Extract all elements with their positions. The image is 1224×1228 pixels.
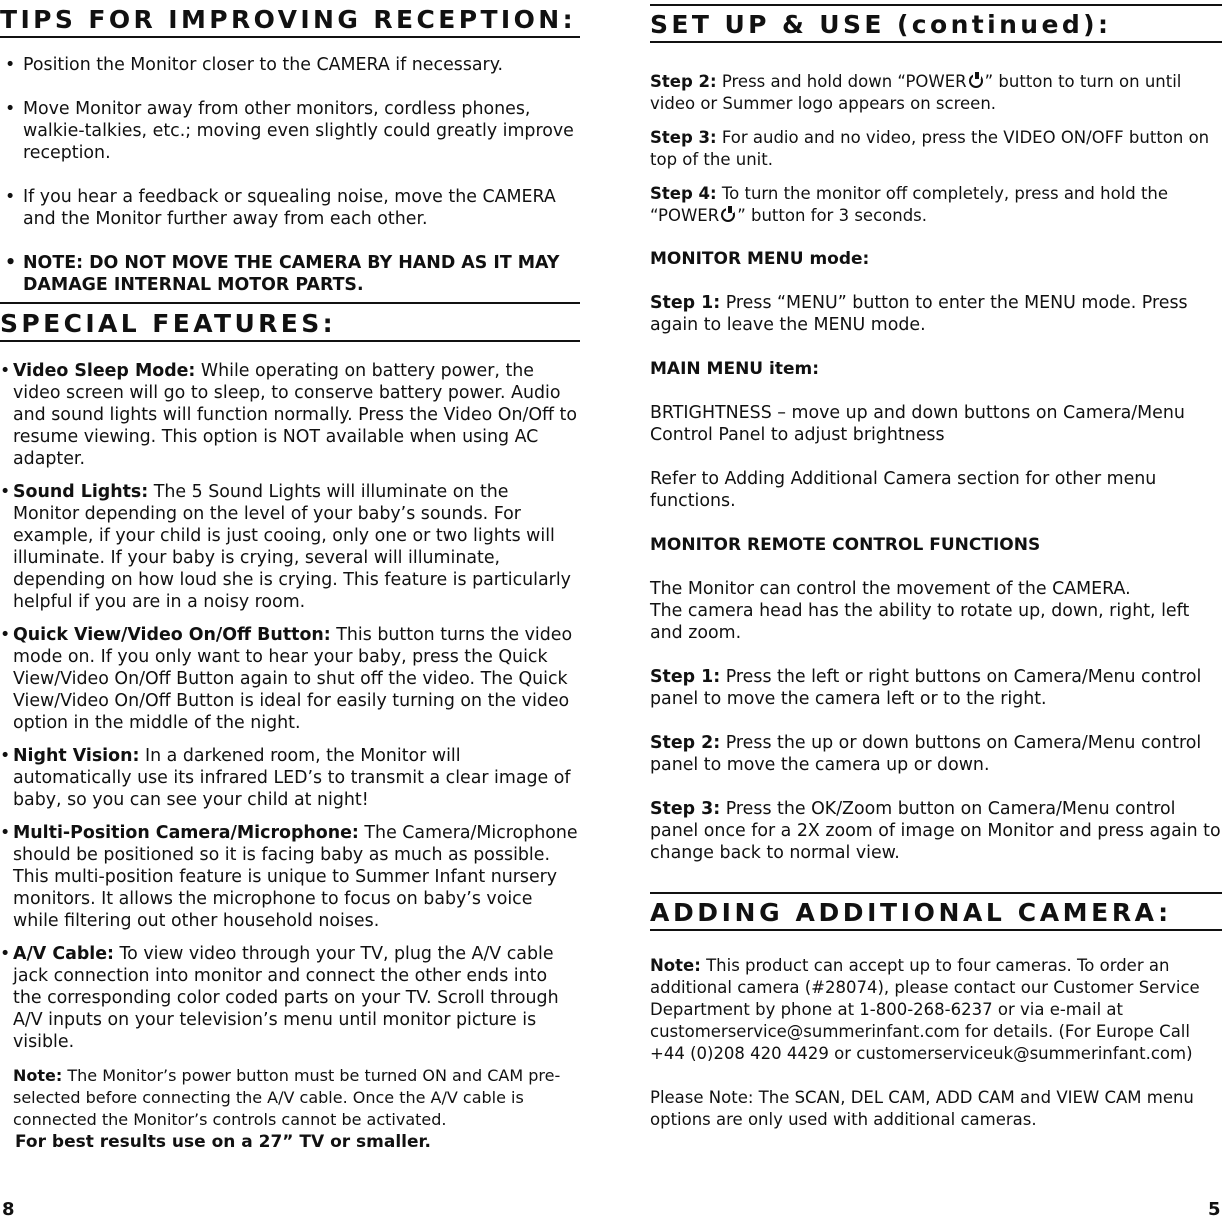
step-label: Step 1: bbox=[650, 293, 721, 313]
features-list bbox=[0, 360, 580, 1153]
note-text: This product can accept up to four cameras. To order an additional camera (#28074), please contact our Customer Service Department by phone at 1-800-268-6237 or via e-mail at customerservice@summerinfant.com for details. (For Europe Call +44 (0)208 420 4429 or customerserviceuk@summerinfant.com) bbox=[650, 956, 1200, 1063]
feature-title: Video Sleep Mode: bbox=[13, 361, 196, 381]
feature-item bbox=[0, 360, 580, 470]
brightness-text: BRTIGHTNESS – move up and down buttons on Camera/Menu Control Panel to adjust brightness bbox=[650, 403, 1185, 445]
feature-title: Sound Lights: bbox=[13, 482, 149, 502]
power-icon bbox=[721, 208, 735, 222]
page-number-left: 8 bbox=[2, 1199, 15, 1220]
feature-item bbox=[0, 943, 580, 1053]
step-text: Press the OK/Zoom button on Camera/Menu control panel once for a 2X zoom of image on Monitor and press again to change back to normal view. bbox=[650, 799, 1221, 863]
tip-item: • Position the Monitor closer to the CAMERA if necessary. bbox=[0, 54, 580, 76]
step-text: ” button for 3 seconds. bbox=[737, 206, 928, 225]
feature-title: Quick View/Video On/Off Button: bbox=[13, 625, 331, 645]
step-text: Press and hold down “POWER bbox=[716, 72, 967, 91]
feature-title: Multi-Position Camera/Microphone: bbox=[13, 823, 359, 843]
step-label: Step 3: bbox=[650, 799, 721, 819]
note-text: The Monitor’s power button must be turned ON and CAM pre-selected before connecting the A/V cable. Once the A/V cable is connected the Monitor’s controls cannot be activated. bbox=[13, 1066, 561, 1129]
feature-title: A/V Cable: bbox=[13, 944, 114, 964]
feature-item bbox=[0, 481, 580, 613]
av-note bbox=[0, 1065, 580, 1131]
setup-step-4 bbox=[650, 183, 1222, 227]
adding-camera-heading: ADDING ADDITIONAL CAMERA: bbox=[650, 892, 1222, 931]
adding-note bbox=[650, 955, 1222, 1065]
setup-heading: SET UP & USE (continued): bbox=[650, 4, 1222, 43]
step-label: Step 1: bbox=[650, 667, 721, 687]
step-label: Step 4: bbox=[650, 184, 717, 203]
step-label: Step 2: bbox=[650, 733, 721, 753]
setup-step-2 bbox=[650, 71, 1222, 115]
step-label: Step 3: bbox=[650, 128, 717, 147]
step-label: Step 2: bbox=[650, 72, 717, 91]
feature-text: While operating on battery power, the video screen will go to sleep, to conserve battery power. Audio and sound lights will function normally. Press the Video On/Off to resume viewing. This option is NOT available when using AC adapter. bbox=[13, 361, 577, 469]
feature-text: In a darkened room, the Monitor will automatically use its infrared LED’s to transmit a clear image of baby, so you can see your child at night! bbox=[13, 746, 571, 810]
page-number-right: 5 bbox=[1208, 1199, 1221, 1220]
main-menu-heading: MAIN MENU item: bbox=[650, 359, 820, 379]
step-text: Press the up or down buttons on Camera/Menu control panel to move the camera up or down. bbox=[650, 733, 1202, 775]
menu-step-1 bbox=[650, 292, 1222, 336]
remote-line: The camera head has the ability to rotate up, down, right, left and zoom. bbox=[650, 601, 1190, 643]
features-heading: SPECIAL FEATURES: bbox=[0, 302, 580, 342]
remote-step-3 bbox=[650, 798, 1222, 864]
tips-list bbox=[0, 54, 580, 296]
remote-line: The Monitor can control the movement of the CAMERA. bbox=[650, 579, 1131, 599]
monitor-menu-heading: MONITOR MENU mode: bbox=[650, 249, 870, 269]
left-page bbox=[0, 0, 580, 1153]
remote-step-2 bbox=[650, 732, 1222, 776]
refer-text: Refer to Adding Additional Camera section for other menu functions. bbox=[650, 469, 1157, 511]
step-text: Press “MENU” button to enter the MENU mode. Press again to leave the MENU mode. bbox=[650, 293, 1188, 335]
please-note: Please Note: The SCAN, DEL CAM, ADD CAM and VIEW CAM menu options are only used with additional cameras. bbox=[650, 1088, 1194, 1129]
remote-step-1 bbox=[650, 666, 1222, 710]
remote-intro bbox=[650, 578, 1222, 644]
step-text: Press the left or right buttons on Camera/Menu control panel to move the camera left or to the right. bbox=[650, 667, 1202, 709]
setup-step-3 bbox=[650, 127, 1222, 171]
step-text: For audio and no video, press the VIDEO ON/OFF button on top of the unit. bbox=[650, 128, 1210, 169]
note-label: Note: bbox=[13, 1066, 63, 1085]
setup-steps bbox=[650, 71, 1222, 227]
feature-text: This button turns the video mode on. If you only want to hear your baby, press the Quick View/Video On/Off Button again to shut off the video. The Quick View/Video On/Off Button is ideal for easily turning on the video option in the middle of the night. bbox=[13, 625, 573, 733]
feature-title: Night Vision: bbox=[13, 746, 140, 766]
step-text: ” button to turn on until video or Summer logo appears on screen. bbox=[650, 72, 1182, 113]
power-icon bbox=[969, 74, 983, 88]
right-page bbox=[650, 0, 1222, 1131]
feature-item bbox=[0, 822, 580, 932]
tip-item: • Move Monitor away from other monitors, cordless phones, walkie-talkies, etc.; moving even slightly could greatly improve reception. bbox=[0, 98, 580, 164]
tip-item: • If you hear a feedback or squealing noise, move the CAMERA and the Monitor further away from each other. bbox=[0, 186, 580, 230]
tip-note: • NOTE: DO NOT MOVE THE CAMERA BY HAND AS IT MAY DAMAGE INTERNAL MOTOR PARTS. bbox=[0, 252, 580, 296]
tips-heading: TIPS FOR IMPROVING RECEPTION: bbox=[0, 0, 580, 38]
remote-heading: MONITOR REMOTE CONTROL FUNCTIONS bbox=[650, 535, 1041, 555]
step-text: To turn the monitor off completely, press and hold the “POWER bbox=[650, 184, 1169, 225]
feature-item bbox=[0, 745, 580, 811]
feature-text: The 5 Sound Lights will illuminate on the Monitor depending on the level of your baby’s sounds. For example, if your child is just cooing, only one or two lights will illuminate. If your baby is crying, several will illuminate, depending on how loud she is crying. This feature is particularly helpful if you are in a noisy room. bbox=[13, 482, 571, 612]
feature-text: To view video through your TV, plug the A/V cable jack connection into monitor and connect the other ends into the corresponding color coded parts on your TV. Scroll through A/V inputs on your television’s menu until monitor picture is visible. bbox=[13, 944, 559, 1052]
feature-item bbox=[0, 624, 580, 734]
feature-text: The Camera/Microphone should be positioned so it is facing baby as much as possible. This multi-position feature is unique to Summer Infant nursery monitors. It allows the microphone to focus on baby’s voice while filtering out other household noises. bbox=[13, 823, 578, 931]
note-label: Note: bbox=[650, 956, 701, 975]
best-results-note: For best results use on a 27” TV or smaller. bbox=[15, 1132, 431, 1152]
